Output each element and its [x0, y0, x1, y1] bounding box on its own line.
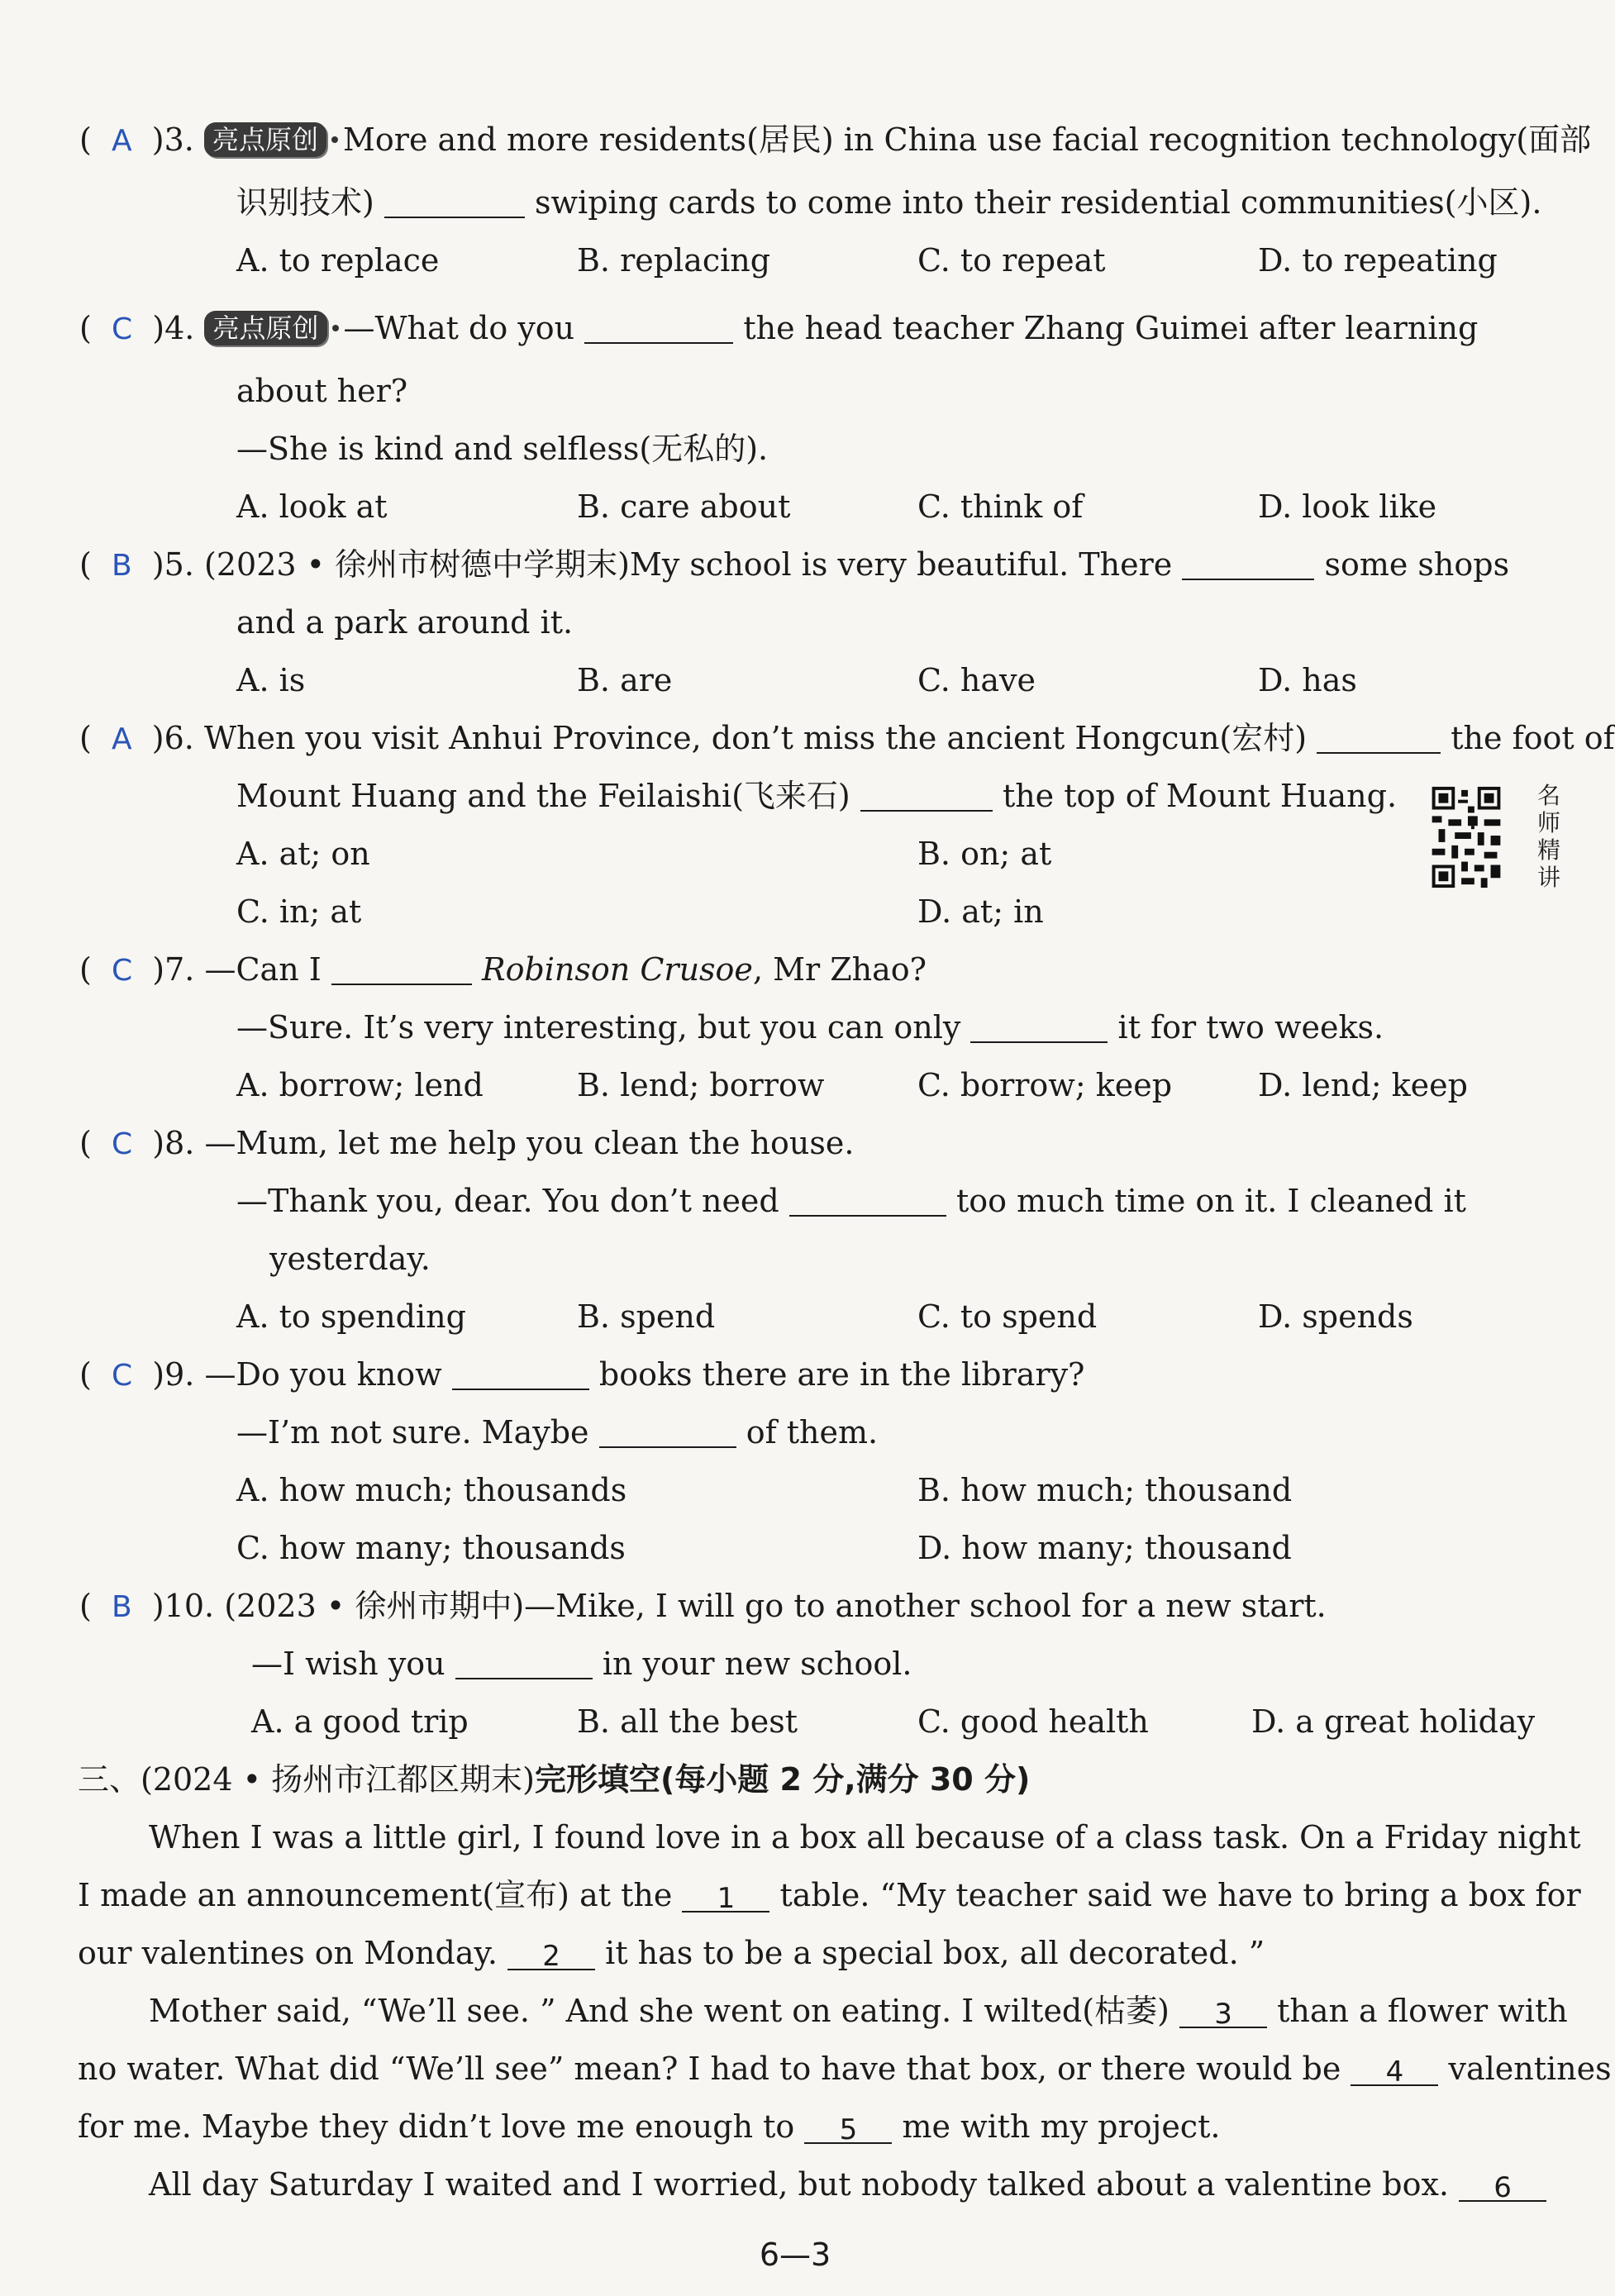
passage-text: I made an announcement(宣布) at the — [78, 1877, 673, 1913]
question-8: ( C )8. —Mum, let me help you clean the house. — [79, 1125, 855, 1161]
question-text: —Mum, let me help you clean the house. — [204, 1125, 855, 1161]
passage-line — [149, 1992, 1568, 2030]
qr-code-icon[interactable] — [1428, 784, 1504, 891]
passage-text: for me. Maybe they didn’t love me enough to — [78, 2108, 795, 2145]
blank-number: 5 — [839, 2113, 858, 2146]
passage-line — [78, 1934, 1265, 1972]
option-b[interactable]: B. are — [577, 662, 673, 698]
bullet-dot-icon — [332, 325, 339, 331]
question-text: of them. — [746, 1414, 879, 1450]
question-text: the top of Mount Huang. — [1002, 778, 1398, 814]
question-text: —She is kind and selfless(无私的). — [236, 431, 769, 467]
option-d[interactable]: D. lend; keep — [1258, 1067, 1468, 1103]
answer-6: A — [111, 722, 132, 756]
question-number: )4. — [152, 310, 195, 346]
option-c[interactable]: C. how many; thousands — [236, 1530, 626, 1566]
cloze-blank-5[interactable] — [804, 2113, 892, 2144]
passage-text: me with my project. — [902, 2108, 1221, 2145]
question-10-line2 — [251, 1645, 912, 1683]
answer-10: B — [111, 1590, 132, 1624]
question-number: )6. — [151, 720, 194, 756]
option-d[interactable]: D. has — [1258, 662, 1357, 698]
passage-line — [149, 2165, 1546, 2203]
answer-blank[interactable] — [789, 1185, 946, 1217]
cloze-blank-4[interactable] — [1351, 2055, 1438, 2089]
original-badge: 亮点原创 — [204, 122, 326, 157]
cloze-blank-6[interactable] — [1459, 2170, 1546, 2202]
question-9: ( C )9. —Do you know books there are in the library? — [79, 1356, 1085, 1393]
question-number: )10. — [151, 1588, 215, 1624]
question-text: books there are in the library? — [598, 1356, 1085, 1393]
question-text: —I’m not sure. Maybe — [236, 1414, 589, 1450]
option-d[interactable]: D. to repeating — [1258, 242, 1498, 279]
passage-text: table. “My teacher said we have to bring a box for — [779, 1877, 1581, 1913]
question-8-line2 — [236, 1182, 1466, 1220]
answer-9: C — [111, 1359, 133, 1393]
question-text: the foot of — [1451, 720, 1615, 756]
question-text: the head teacher Zhang Guimei after learning — [743, 310, 1479, 346]
option-d[interactable]: D. how many; thousand — [917, 1530, 1292, 1566]
option-b[interactable]: B. on; at — [917, 836, 1052, 872]
page-number: 6—3 — [759, 2236, 831, 2273]
option-c[interactable]: C. borrow; keep — [917, 1067, 1173, 1103]
question-number: )8. — [152, 1125, 195, 1161]
question-6-line2 — [236, 777, 1397, 815]
option-b[interactable]: B. replacing — [577, 242, 771, 279]
option-c[interactable]: C. to repeat — [917, 242, 1106, 279]
cloze-blank-3[interactable] — [1179, 1997, 1267, 2031]
bullet-dot-icon — [331, 136, 338, 143]
question-9-line2 — [236, 1413, 878, 1451]
passage-text: our valentines on Monday. — [78, 1935, 498, 1971]
option-c[interactable]: C. in; at — [236, 893, 362, 930]
passage-line — [78, 1876, 1581, 1914]
question-text: (2023 • 徐州市期中)—Mike, I will go to another school for a new start. — [224, 1588, 1327, 1624]
question-text: —I wish you — [251, 1646, 445, 1682]
qr-label: 名师精讲 — [1537, 782, 1561, 891]
answer-blank[interactable] — [331, 954, 472, 985]
question-text: in your new school. — [602, 1646, 912, 1682]
option-a[interactable]: A. to replace — [236, 242, 440, 279]
question-text: When you visit Anhui Province, don’t miss the ancient Hongcun(宏村) — [203, 720, 1308, 756]
passage-text: All day Saturday I waited and I worried, but nobody talked about a valentine box. — [149, 2166, 1449, 2203]
question-text: some shops — [1324, 546, 1510, 583]
passage-line — [78, 2108, 1220, 2146]
question-7-line2 — [236, 1008, 1384, 1046]
passage-text: valentines — [1448, 2051, 1612, 2087]
question-number: )7. — [152, 951, 195, 988]
blank-number: 2 — [542, 1940, 560, 1973]
answer-blank[interactable] — [452, 1359, 589, 1390]
original-badge: 亮点原创 — [204, 311, 326, 345]
option-d[interactable]: D. a great holiday — [1251, 1703, 1536, 1740]
cloze-blank-1[interactable] — [682, 1881, 769, 1913]
question-text: —Can I — [204, 951, 322, 988]
question-text: about her? — [236, 373, 408, 409]
answer-blank[interactable] — [860, 780, 993, 812]
passage-text: it has to be a special box, all decorated. ” — [605, 1935, 1265, 1971]
question-text: swiping cards to come into their residential communities(小区). — [535, 184, 1542, 221]
answer-3: A — [111, 124, 132, 158]
answer-blank[interactable] — [599, 1417, 736, 1448]
option-d[interactable]: D. look like — [1258, 488, 1437, 525]
question-text: (2023 • 徐州市树德中学期末)My school is very beautiful. There — [204, 546, 1173, 583]
section-source: 三、(2024 • 扬州市江都区期末) — [78, 1761, 535, 1798]
question-4: ( C )4. 亮点原创 —What do you the head teacher Zhang Guimei after learning — [79, 310, 1479, 346]
answer-blank[interactable] — [384, 187, 525, 218]
answer-5: B — [111, 549, 132, 583]
option-b[interactable]: B. all the best — [577, 1703, 798, 1740]
question-text: 识别技术) — [236, 184, 374, 221]
question-7: ( C )7. —Can I Robinson Crusoe, Mr Zhao? — [79, 951, 927, 988]
question-10: ( B )10. (2023 • 徐州市期中)—Mike, I will go to another school for a new start. — [79, 1588, 1327, 1624]
question-text: yesterday. — [269, 1241, 431, 1277]
option-b[interactable]: B. how much; thousand — [917, 1472, 1293, 1508]
question-text: it for two weeks. — [1117, 1009, 1384, 1046]
question-5: ( B )5. (2023 • 徐州市树德中学期末)My school is very beautiful. There some shops — [79, 546, 1510, 583]
answer-blank[interactable] — [584, 312, 733, 344]
question-3: ( A )3. 亮点原创 More and more residents(居民) in China use facial recognition technology(面部 — [79, 121, 1592, 158]
answer-blank[interactable] — [1182, 549, 1314, 580]
answer-blank[interactable] — [970, 1012, 1108, 1043]
blank-number: 6 — [1494, 2171, 1512, 2204]
option-a[interactable]: A. to spending — [236, 1298, 466, 1335]
blank-number: 1 — [717, 1882, 736, 1915]
answer-4: C — [111, 312, 133, 346]
option-a[interactable]: A. is — [236, 662, 306, 698]
answer-8: C — [111, 1127, 133, 1161]
question-number: )5. — [151, 546, 194, 583]
question-text: —Thank you, dear. You don’t need — [236, 1183, 779, 1219]
cloze-blank-2[interactable] — [507, 1939, 595, 1973]
option-b[interactable]: B. spend — [577, 1298, 716, 1335]
question-text: More and more residents(居民) in China use facial recognition technology(面部 — [343, 121, 1592, 158]
option-d[interactable]: D. at; in — [917, 893, 1044, 930]
question-text: too much time on it. I cleaned it — [955, 1183, 1466, 1219]
answer-7: C — [111, 954, 133, 988]
answer-blank[interactable] — [1317, 722, 1441, 754]
question-number: )3. — [151, 121, 194, 158]
passage-text: no water. What did “We’ll see” mean? I had to have that box, or there would be — [78, 2051, 1341, 2087]
passage-text: Mother said, “We’ll see. ” And she went on eating. I wilted(枯萎) — [149, 1993, 1170, 2029]
section-title: 完形填空(每小题 2 分,满分 30 分) — [534, 1761, 1031, 1798]
option-a[interactable]: A. how much; thousands — [236, 1472, 627, 1508]
passage-text: than a flower with — [1277, 1993, 1568, 2029]
option-b[interactable]: B. lend; borrow — [577, 1067, 825, 1103]
question-text: —Do you know — [204, 1356, 442, 1393]
question-number: )9. — [152, 1356, 195, 1393]
passage-line: When I was a little girl, I found love in a box all because of a class task. On a Friday night — [149, 1819, 1581, 1855]
answer-blank[interactable] — [455, 1648, 593, 1679]
option-c[interactable]: C. think of — [917, 488, 1084, 525]
option-a[interactable]: A. look at — [236, 488, 388, 525]
option-a[interactable]: A. at; on — [236, 836, 370, 872]
question-text: Mount Huang and the Feilaishi(飞来石) — [236, 778, 850, 814]
option-a[interactable]: A. borrow; lend — [236, 1067, 484, 1103]
section-heading — [78, 1760, 1030, 1798]
option-d[interactable]: D. spends — [1258, 1298, 1413, 1335]
blank-number: 4 — [1385, 2055, 1404, 2089]
question-3-line2 — [236, 183, 1541, 222]
question-text: —What do you — [343, 310, 575, 346]
option-b[interactable]: B. care about — [577, 488, 791, 525]
blank-number: 3 — [1214, 1998, 1232, 2031]
passage-line — [78, 2050, 1612, 2088]
option-a[interactable]: A. a good trip — [251, 1703, 469, 1740]
question-text: —Sure. It’s very interesting, but you can only — [236, 1009, 961, 1046]
option-c[interactable]: C. have — [917, 662, 1036, 698]
option-c[interactable]: C. good health — [917, 1703, 1149, 1740]
question-6: ( A )6. When you visit Anhui Province, don’t miss the ancient Hongcun(宏村) the foot of — [79, 720, 1615, 756]
option-c[interactable]: C. to spend — [917, 1298, 1098, 1335]
question-text: , Mr Zhao? — [752, 951, 927, 988]
book-title: Robinson Crusoe — [481, 951, 753, 988]
question-text: and a park around it. — [236, 604, 574, 641]
